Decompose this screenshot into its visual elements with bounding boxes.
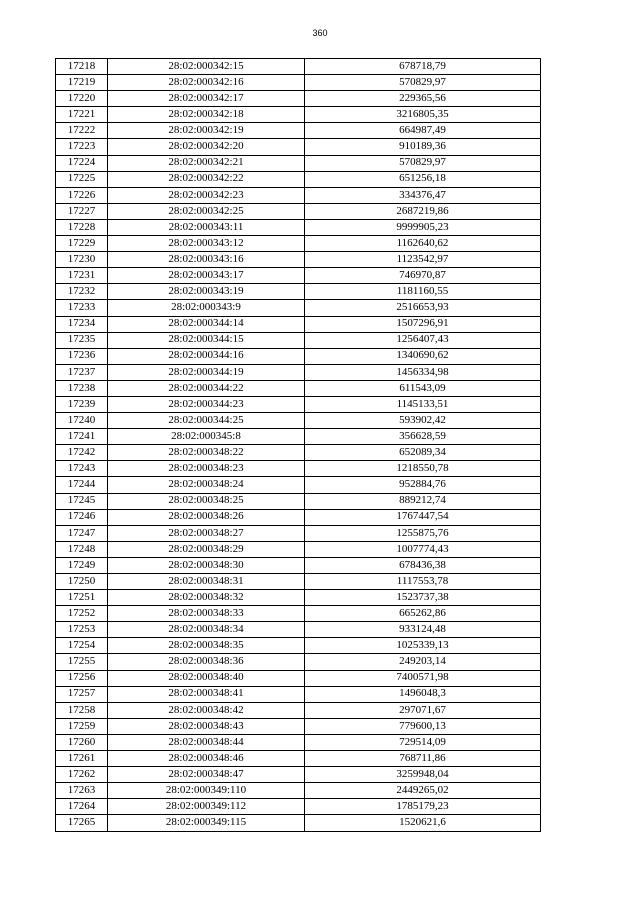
cadastral-number-cell: 28:02:000344:25: [108, 413, 305, 429]
value-cell: 651256,18: [305, 171, 541, 187]
row-number-cell: 17254: [56, 638, 108, 654]
cadastral-number-cell: 28:02:000342:22: [108, 171, 305, 187]
row-number-cell: 17249: [56, 557, 108, 573]
value-cell: 1162640,62: [305, 236, 541, 252]
cadastral-number-cell: 28:02:000342:25: [108, 203, 305, 219]
table-row: [56, 380, 541, 396]
table-row: [56, 622, 541, 638]
cadastral-number-cell: 28:02:000342:18: [108, 107, 305, 123]
value-cell: 1256407,43: [305, 332, 541, 348]
table-row: [56, 670, 541, 686]
table-row: [56, 300, 541, 316]
row-number-cell: 17250: [56, 574, 108, 590]
cadastral-number-cell: 28:02:000344:16: [108, 348, 305, 364]
value-cell: 1507296,91: [305, 316, 541, 332]
value-cell: 889212,74: [305, 493, 541, 509]
cadastral-number-cell: 28:02:000348:31: [108, 574, 305, 590]
cadastral-number-cell: 28:02:000348:36: [108, 654, 305, 670]
cadastral-number-cell: 28:02:000343:12: [108, 236, 305, 252]
table-row: [56, 557, 541, 573]
value-cell: 229365,56: [305, 91, 541, 107]
value-cell: 768711,86: [305, 751, 541, 767]
row-number-cell: 17226: [56, 187, 108, 203]
value-cell: 7400571,98: [305, 670, 541, 686]
row-number-cell: 17252: [56, 606, 108, 622]
value-cell: 1520621,6: [305, 815, 541, 831]
row-number-cell: 17255: [56, 654, 108, 670]
value-cell: 611543,09: [305, 380, 541, 396]
cadastral-number-cell: 28:02:000348:33: [108, 606, 305, 622]
row-number-cell: 17243: [56, 461, 108, 477]
table-row: [56, 767, 541, 783]
table-row: [56, 364, 541, 380]
table-row: [56, 252, 541, 268]
table-row: [56, 461, 541, 477]
table-row: [56, 332, 541, 348]
row-number-cell: 17253: [56, 622, 108, 638]
row-number-cell: 17247: [56, 525, 108, 541]
table-row: [56, 702, 541, 718]
table-row: [56, 203, 541, 219]
row-number-cell: 17231: [56, 268, 108, 284]
cadastral-number-cell: 28:02:000349:110: [108, 783, 305, 799]
table-row: [56, 606, 541, 622]
cadastral-number-cell: 28:02:000344:15: [108, 332, 305, 348]
cadastral-number-cell: 28:02:000348:46: [108, 751, 305, 767]
value-cell: 1123542,97: [305, 252, 541, 268]
table-row: [56, 815, 541, 831]
cadastral-number-cell: 28:02:000342:23: [108, 187, 305, 203]
table-row: [56, 654, 541, 670]
cadastral-number-cell: 28:02:000348:23: [108, 461, 305, 477]
row-number-cell: 17257: [56, 686, 108, 702]
table-row: [56, 429, 541, 445]
value-cell: 910189,36: [305, 139, 541, 155]
cadastral-number-cell: 28:02:000343:11: [108, 219, 305, 235]
table-row: [56, 268, 541, 284]
row-number-cell: 17225: [56, 171, 108, 187]
row-number-cell: 17260: [56, 734, 108, 750]
cadastral-number-cell: 28:02:000344:19: [108, 364, 305, 380]
cadastral-number-cell: 28:02:000348:41: [108, 686, 305, 702]
value-cell: 3259948,04: [305, 767, 541, 783]
table-row: [56, 75, 541, 91]
table-row: [56, 139, 541, 155]
table-row: [56, 525, 541, 541]
cadastral-number-cell: 28:02:000348:26: [108, 509, 305, 525]
value-cell: 1218550,78: [305, 461, 541, 477]
value-cell: 297071,67: [305, 702, 541, 718]
row-number-cell: 17241: [56, 429, 108, 445]
row-number-cell: 17251: [56, 590, 108, 606]
table-row: [56, 236, 541, 252]
value-cell: 678718,79: [305, 59, 541, 75]
row-number-cell: 17232: [56, 284, 108, 300]
row-number-cell: 17259: [56, 718, 108, 734]
table-row: [56, 718, 541, 734]
row-number-cell: 17239: [56, 396, 108, 412]
row-number-cell: 17263: [56, 783, 108, 799]
value-cell: 652089,34: [305, 445, 541, 461]
row-number-cell: 17265: [56, 815, 108, 831]
row-number-cell: 17222: [56, 123, 108, 139]
table-row: [56, 686, 541, 702]
cadastral-number-cell: 28:02:000348:34: [108, 622, 305, 638]
table-row: [56, 187, 541, 203]
value-cell: 779600,13: [305, 718, 541, 734]
table-row: [56, 413, 541, 429]
cadastral-number-cell: 28:02:000343:19: [108, 284, 305, 300]
cadastral-number-cell: 28:02:000348:44: [108, 734, 305, 750]
cadastral-number-cell: 28:02:000342:15: [108, 59, 305, 75]
table-row: [56, 638, 541, 654]
row-number-cell: 17238: [56, 380, 108, 396]
value-cell: 1496048,3: [305, 686, 541, 702]
row-number-cell: 17261: [56, 751, 108, 767]
cadastral-number-cell: 28:02:000348:30: [108, 557, 305, 573]
value-cell: 1785179,23: [305, 799, 541, 815]
cadastral-number-cell: 28:02:000349:115: [108, 815, 305, 831]
cadastral-number-cell: 28:02:000348:25: [108, 493, 305, 509]
table-row: [56, 91, 541, 107]
table-row: [56, 59, 541, 75]
row-number-cell: 17236: [56, 348, 108, 364]
table-row: [56, 799, 541, 815]
cadastral-number-cell: 28:02:000342:21: [108, 155, 305, 171]
table-row: [56, 396, 541, 412]
cadastral-number-cell: 28:02:000348:42: [108, 702, 305, 718]
table-row: [56, 107, 541, 123]
value-cell: 2516653,93: [305, 300, 541, 316]
cadastral-number-cell: 28:02:000348:43: [108, 718, 305, 734]
table-row: [56, 509, 541, 525]
row-number-cell: 17224: [56, 155, 108, 171]
table-row: [56, 348, 541, 364]
cadastral-number-cell: 28:02:000344:14: [108, 316, 305, 332]
cadastral-number-cell: 28:02:000349:112: [108, 799, 305, 815]
value-cell: 729514,09: [305, 734, 541, 750]
value-cell: 1145133,51: [305, 396, 541, 412]
table-body: [56, 59, 541, 832]
row-number-cell: 17244: [56, 477, 108, 493]
row-number-cell: 17228: [56, 219, 108, 235]
value-cell: 1181160,55: [305, 284, 541, 300]
cadastral-number-cell: 28:02:000343:17: [108, 268, 305, 284]
row-number-cell: 17233: [56, 300, 108, 316]
cadastral-number-cell: 28:02:000348:47: [108, 767, 305, 783]
value-cell: 1117553,78: [305, 574, 541, 590]
table-row: [56, 493, 541, 509]
cadastral-number-cell: 28:02:000348:32: [108, 590, 305, 606]
table-row: [56, 445, 541, 461]
value-cell: 1523737,38: [305, 590, 541, 606]
value-cell: 952884,76: [305, 477, 541, 493]
row-number-cell: 17235: [56, 332, 108, 348]
value-cell: 3216805,35: [305, 107, 541, 123]
table-row: [56, 171, 541, 187]
cadastral-number-cell: 28:02:000342:20: [108, 139, 305, 155]
row-number-cell: 17229: [56, 236, 108, 252]
row-number-cell: 17245: [56, 493, 108, 509]
table-row: [56, 783, 541, 799]
row-number-cell: 17242: [56, 445, 108, 461]
table-row: [56, 574, 541, 590]
row-number-cell: 17258: [56, 702, 108, 718]
cadastral-number-cell: 28:02:000343:9: [108, 300, 305, 316]
cadastral-number-cell: 28:02:000348:22: [108, 445, 305, 461]
cadastral-number-cell: 28:02:000342:17: [108, 91, 305, 107]
value-cell: 9999905,23: [305, 219, 541, 235]
page-number: 360: [312, 28, 328, 38]
value-cell: 334376,47: [305, 187, 541, 203]
value-cell: 1255875,76: [305, 525, 541, 541]
row-number-cell: 17264: [56, 799, 108, 815]
row-number-cell: 17218: [56, 59, 108, 75]
row-number-cell: 17248: [56, 541, 108, 557]
value-cell: 665262,86: [305, 606, 541, 622]
cadastral-number-cell: 28:02:000348:35: [108, 638, 305, 654]
row-number-cell: 17230: [56, 252, 108, 268]
row-number-cell: 17262: [56, 767, 108, 783]
cadastral-number-cell: 28:02:000348:24: [108, 477, 305, 493]
cadastral-value-table: [55, 58, 541, 832]
table-row: [56, 590, 541, 606]
value-cell: 1456334,98: [305, 364, 541, 380]
table-row: [56, 219, 541, 235]
cadastral-number-cell: 28:02:000348:27: [108, 525, 305, 541]
value-cell: 2449265,02: [305, 783, 541, 799]
row-number-cell: 17223: [56, 139, 108, 155]
table-row: [56, 734, 541, 750]
cadastral-number-cell: 28:02:000348:29: [108, 541, 305, 557]
value-cell: 678436,38: [305, 557, 541, 573]
row-number-cell: 17219: [56, 75, 108, 91]
value-cell: 570829,97: [305, 75, 541, 91]
row-number-cell: 17237: [56, 364, 108, 380]
cadastral-number-cell: 28:02:000343:16: [108, 252, 305, 268]
value-cell: 746970,87: [305, 268, 541, 284]
table-row: [56, 155, 541, 171]
value-cell: 249203,14: [305, 654, 541, 670]
row-number-cell: 17256: [56, 670, 108, 686]
row-number-cell: 17234: [56, 316, 108, 332]
row-number-cell: 17240: [56, 413, 108, 429]
cadastral-number-cell: 28:02:000344:22: [108, 380, 305, 396]
row-number-cell: 17221: [56, 107, 108, 123]
value-cell: 933124,48: [305, 622, 541, 638]
value-cell: 593902,42: [305, 413, 541, 429]
cadastral-number-cell: 28:02:000348:40: [108, 670, 305, 686]
value-cell: 664987,49: [305, 123, 541, 139]
value-cell: 570829,97: [305, 155, 541, 171]
table-row: [56, 541, 541, 557]
value-cell: 1007774,43: [305, 541, 541, 557]
row-number-cell: 17246: [56, 509, 108, 525]
cadastral-number-cell: 28:02:000342:16: [108, 75, 305, 91]
table-row: [56, 123, 541, 139]
cadastral-number-cell: 28:02:000345:8: [108, 429, 305, 445]
cadastral-number-cell: 28:02:000342:19: [108, 123, 305, 139]
value-cell: 2687219,86: [305, 203, 541, 219]
cadastral-number-cell: 28:02:000344:23: [108, 396, 305, 412]
table-row: [56, 284, 541, 300]
row-number-cell: 17220: [56, 91, 108, 107]
value-cell: 1767447,54: [305, 509, 541, 525]
value-cell: 1025339,13: [305, 638, 541, 654]
table-row: [56, 751, 541, 767]
value-cell: 356628,59: [305, 429, 541, 445]
table-row: [56, 477, 541, 493]
row-number-cell: 17227: [56, 203, 108, 219]
table-row: [56, 316, 541, 332]
value-cell: 1340690,62: [305, 348, 541, 364]
